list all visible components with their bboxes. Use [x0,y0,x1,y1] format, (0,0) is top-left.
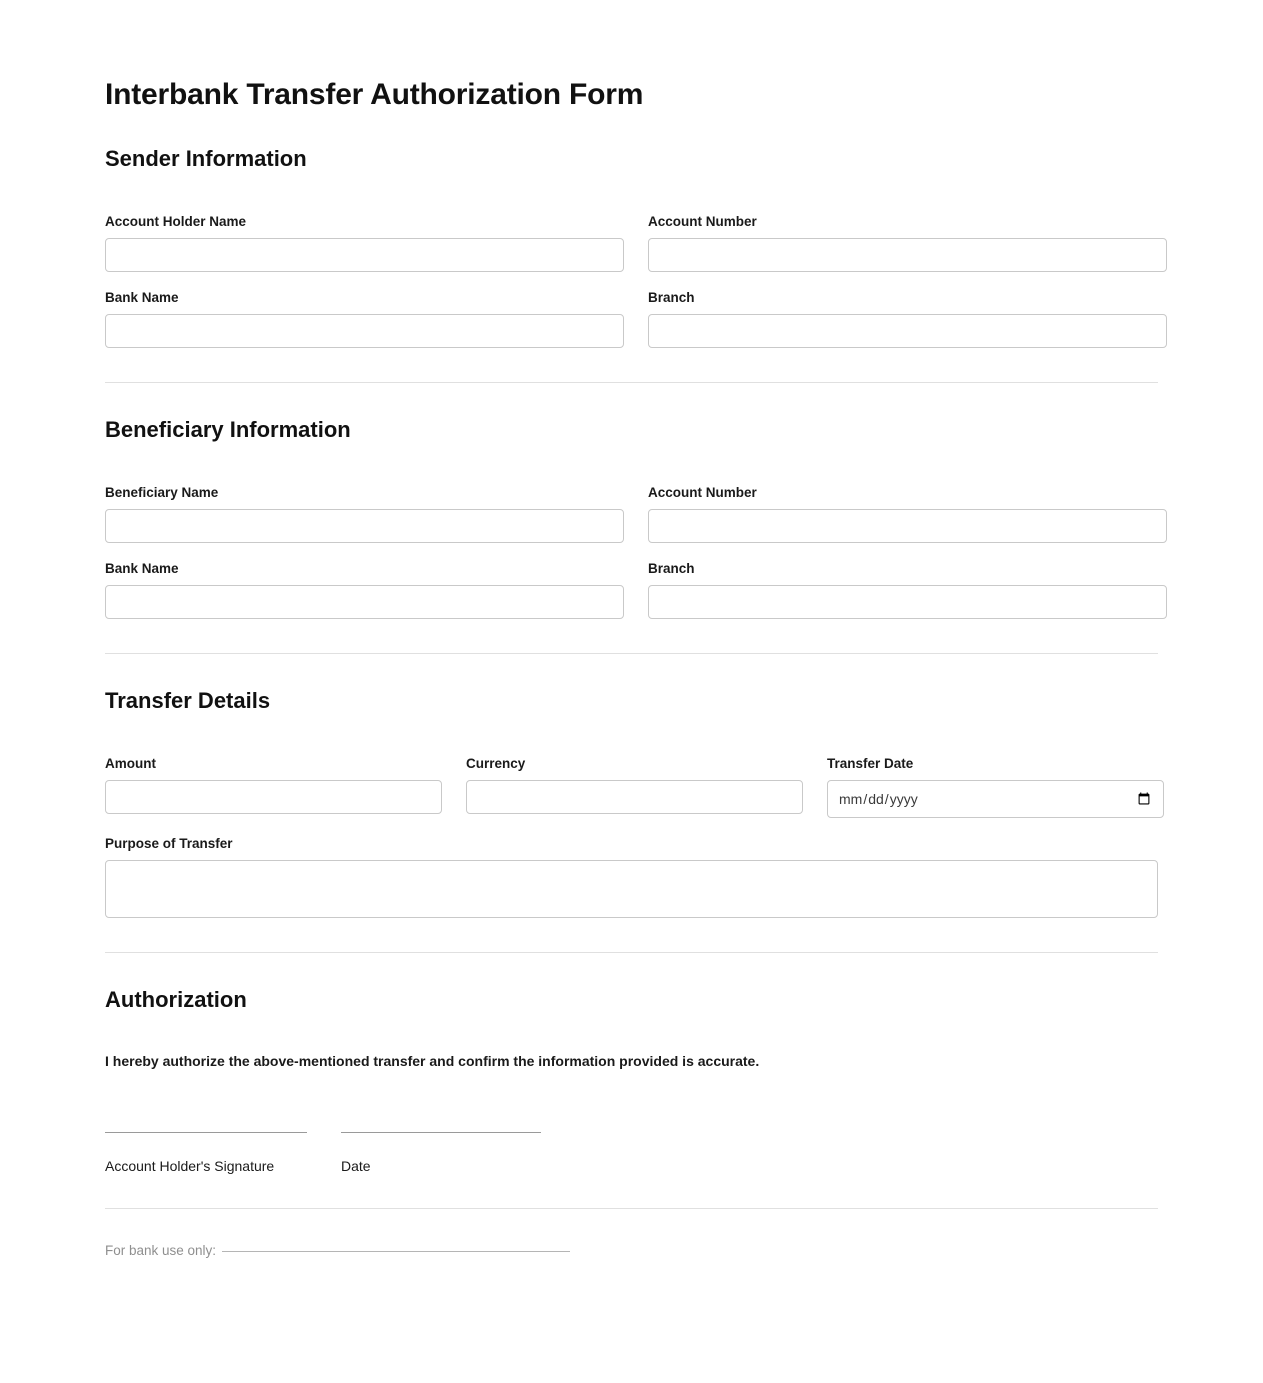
authorization-statement: I hereby authorize the above-mentioned transfer and confirm the information provided is accurate. [105,1053,760,1069]
label-transfer-date: Transfer Date [827,756,914,771]
input-transfer-date[interactable] [827,780,1164,818]
input-beneficiary-name[interactable] [105,509,624,543]
label-account-holder-name: Account Holder Name [105,214,247,229]
sender-section-heading: Sender Information [105,146,307,171]
bank-use-label: For bank use only: [105,1243,217,1258]
field-beneficiary-branch [648,561,1167,619]
input-amount[interactable] [105,780,442,814]
label-beneficiary-bank-name: Bank Name [105,561,179,576]
label-beneficiary-account-number: Account Number [648,485,757,500]
field-transfer-date [827,756,1164,818]
label-sender-account-number: Account Number [648,214,757,229]
label-amount: Amount [105,756,156,771]
divider-transfer [105,952,1158,953]
beneficiary-row-2 [105,561,1158,619]
field-currency [466,756,803,818]
transfer-section-heading: Transfer Details [105,688,271,713]
divider-beneficiary [105,653,1158,654]
transfer-row-1 [105,756,1158,818]
divider-authorization [105,1208,1158,1209]
page-title: Interbank Transfer Authorization Form [105,78,644,111]
field-account-holder-name [105,214,624,272]
signature-label: Account Holder's Signature [105,1158,275,1174]
field-beneficiary-bank-name [105,561,624,619]
input-beneficiary-bank-name[interactable] [105,585,624,619]
label-purpose-of-transfer: Purpose of Transfer [105,836,233,851]
signature-line[interactable] [105,1131,307,1133]
signature-block [105,1131,307,1174]
bank-use-line[interactable] [222,1250,570,1252]
date-line[interactable] [341,1131,541,1133]
input-sender-account-number[interactable] [648,238,1167,272]
field-beneficiary-account-number [648,485,1167,543]
authorization-section [105,987,1158,1174]
divider-sender [105,382,1158,383]
input-beneficiary-account-number[interactable] [648,509,1167,543]
input-sender-bank-name[interactable] [105,314,624,348]
label-sender-bank-name: Bank Name [105,290,179,305]
label-beneficiary-name: Beneficiary Name [105,485,219,500]
authorization-section-heading: Authorization [105,987,247,1012]
input-purpose-of-transfer[interactable] [105,860,1158,918]
transfer-row-2 [105,836,1158,918]
signature-row [105,1131,1158,1174]
beneficiary-section-heading: Beneficiary Information [105,417,351,442]
beneficiary-row-1 [105,485,1158,543]
input-sender-branch[interactable] [648,314,1167,348]
field-amount [105,756,442,818]
label-sender-branch: Branch [648,290,695,305]
label-currency: Currency [466,756,526,771]
field-sender-account-number [648,214,1167,272]
input-currency[interactable] [466,780,803,814]
field-purpose-of-transfer [105,836,1158,918]
beneficiary-information-section [105,417,1158,619]
field-beneficiary-name [105,485,624,543]
sender-row-2 [105,290,1158,348]
input-beneficiary-branch[interactable] [648,585,1167,619]
sender-row-1 [105,214,1158,272]
label-beneficiary-branch: Branch [648,561,695,576]
transfer-details-section [105,688,1158,918]
bank-use-only [105,1243,1158,1258]
input-sender-account-holder-name[interactable] [105,238,624,272]
field-sender-branch [648,290,1167,348]
date-block [341,1131,541,1174]
date-label: Date [341,1158,371,1174]
sender-information-section [105,146,1158,348]
field-sender-bank-name [105,290,624,348]
